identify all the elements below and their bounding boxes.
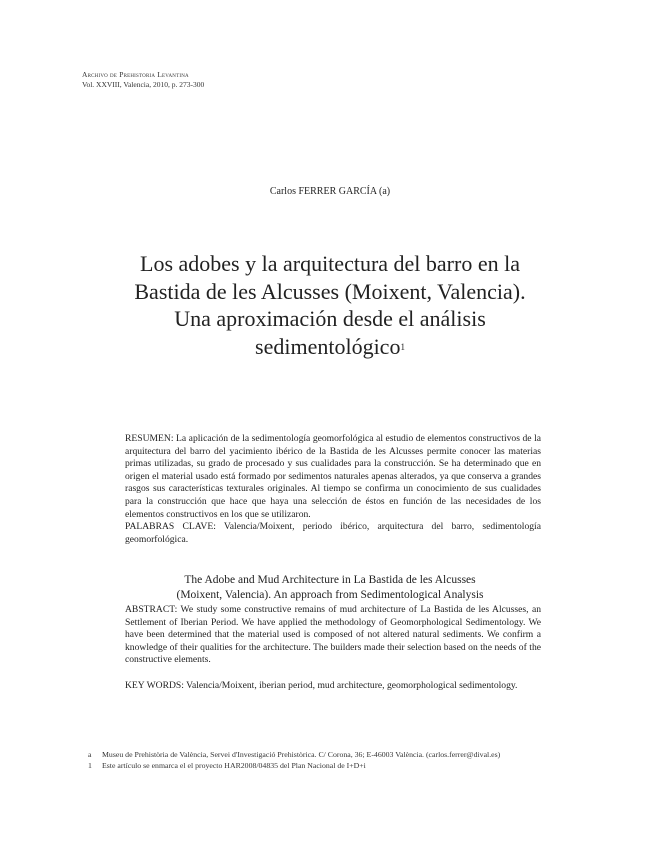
footnote bbox=[88, 760, 500, 771]
title-line: sedimentológico$^1$ bbox=[255, 333, 405, 359]
key-words: KEY WORDS: Valencia/Moixent, iberian period, mud architecture, geomorphological sedimentology. bbox=[125, 680, 518, 691]
title-line: Una aproximación desde el análisis bbox=[174, 306, 486, 331]
footnote-mark: a bbox=[88, 750, 92, 759]
resumen: RESUMEN: La aplicación de la sedimentología geomorfológica al estudio de elementos constructivos de la arquitectura del barro del yacimiento ibérico de la Bastida de les Alcusses permite conocer las materias primas utilizadas, su grado de procesado y sus cualidades para la construcción. Se ha determinado que en origen el material usado está formado por sedimentos naturales apenas alterados, ya que conserva a grandes rasgos sus características texturales originales. Al tiempo se confirma un conocimiento de sus cualidades para la construcción que hace que haya una selección de éstos en función de las necesidades de los elementos constructivos en los que se utilizaron. bbox=[125, 433, 541, 520]
title-line: Los adobes y la arquitectura del barro en la bbox=[140, 251, 520, 276]
journal-name: Archivo de Prehistoria Levantina bbox=[82, 70, 189, 79]
footnote-text: Museu de Prehistòria de València, Servei d'Investigació Prehistòrica. C/ Corona, 36; E-46003 València. (carlos.ferrer@dival.es) bbox=[102, 750, 501, 759]
english-title bbox=[0, 573, 660, 602]
title-line: Bastida de les Alcusses (Moixent, Valencia). bbox=[134, 278, 526, 304]
footnote-mark: 1 bbox=[88, 761, 92, 770]
footnotes bbox=[88, 749, 500, 771]
abstract: ABSTRACT: We study some constructive remains of mud architecture of La Bastida de les Alcusses, an Settlement of Iberian Period. We have applied the methodology of Geomorphological Sedimentology. We have been determined that the material used is composed of not altered natural sediments. We confirm a knowledge of their qualities for the architecture. The builders made their selection based on the needs of the constructive elements. bbox=[125, 604, 541, 666]
english-title-line: The Adobe and Mud Architecture in La Bastida de les Alcusses bbox=[184, 574, 476, 586]
footnote-mark: 1 bbox=[400, 341, 405, 352]
page-title bbox=[100, 250, 560, 361]
footnote bbox=[88, 749, 500, 760]
english-title-line: (Moixent, Valencia). An approach from Sedimentological Analysis bbox=[176, 588, 484, 601]
journal-header bbox=[82, 70, 204, 90]
journal-volume: Vol. XXVIII, Valencia, 2010, p. 273-300 bbox=[82, 80, 205, 89]
author: Carlos FERRER GARCÍA (a) bbox=[269, 186, 391, 197]
footnote-text: Este artículo se enmarca el el proyecto HAR2008/04835 del Plan Nacional de I+D+i bbox=[102, 761, 366, 770]
palabras-clave: PALABRAS CLAVE: Valencia/Moixent, periodo ibérico, arquitectura del barro, sedimentología geomorfológica. bbox=[125, 521, 541, 545]
